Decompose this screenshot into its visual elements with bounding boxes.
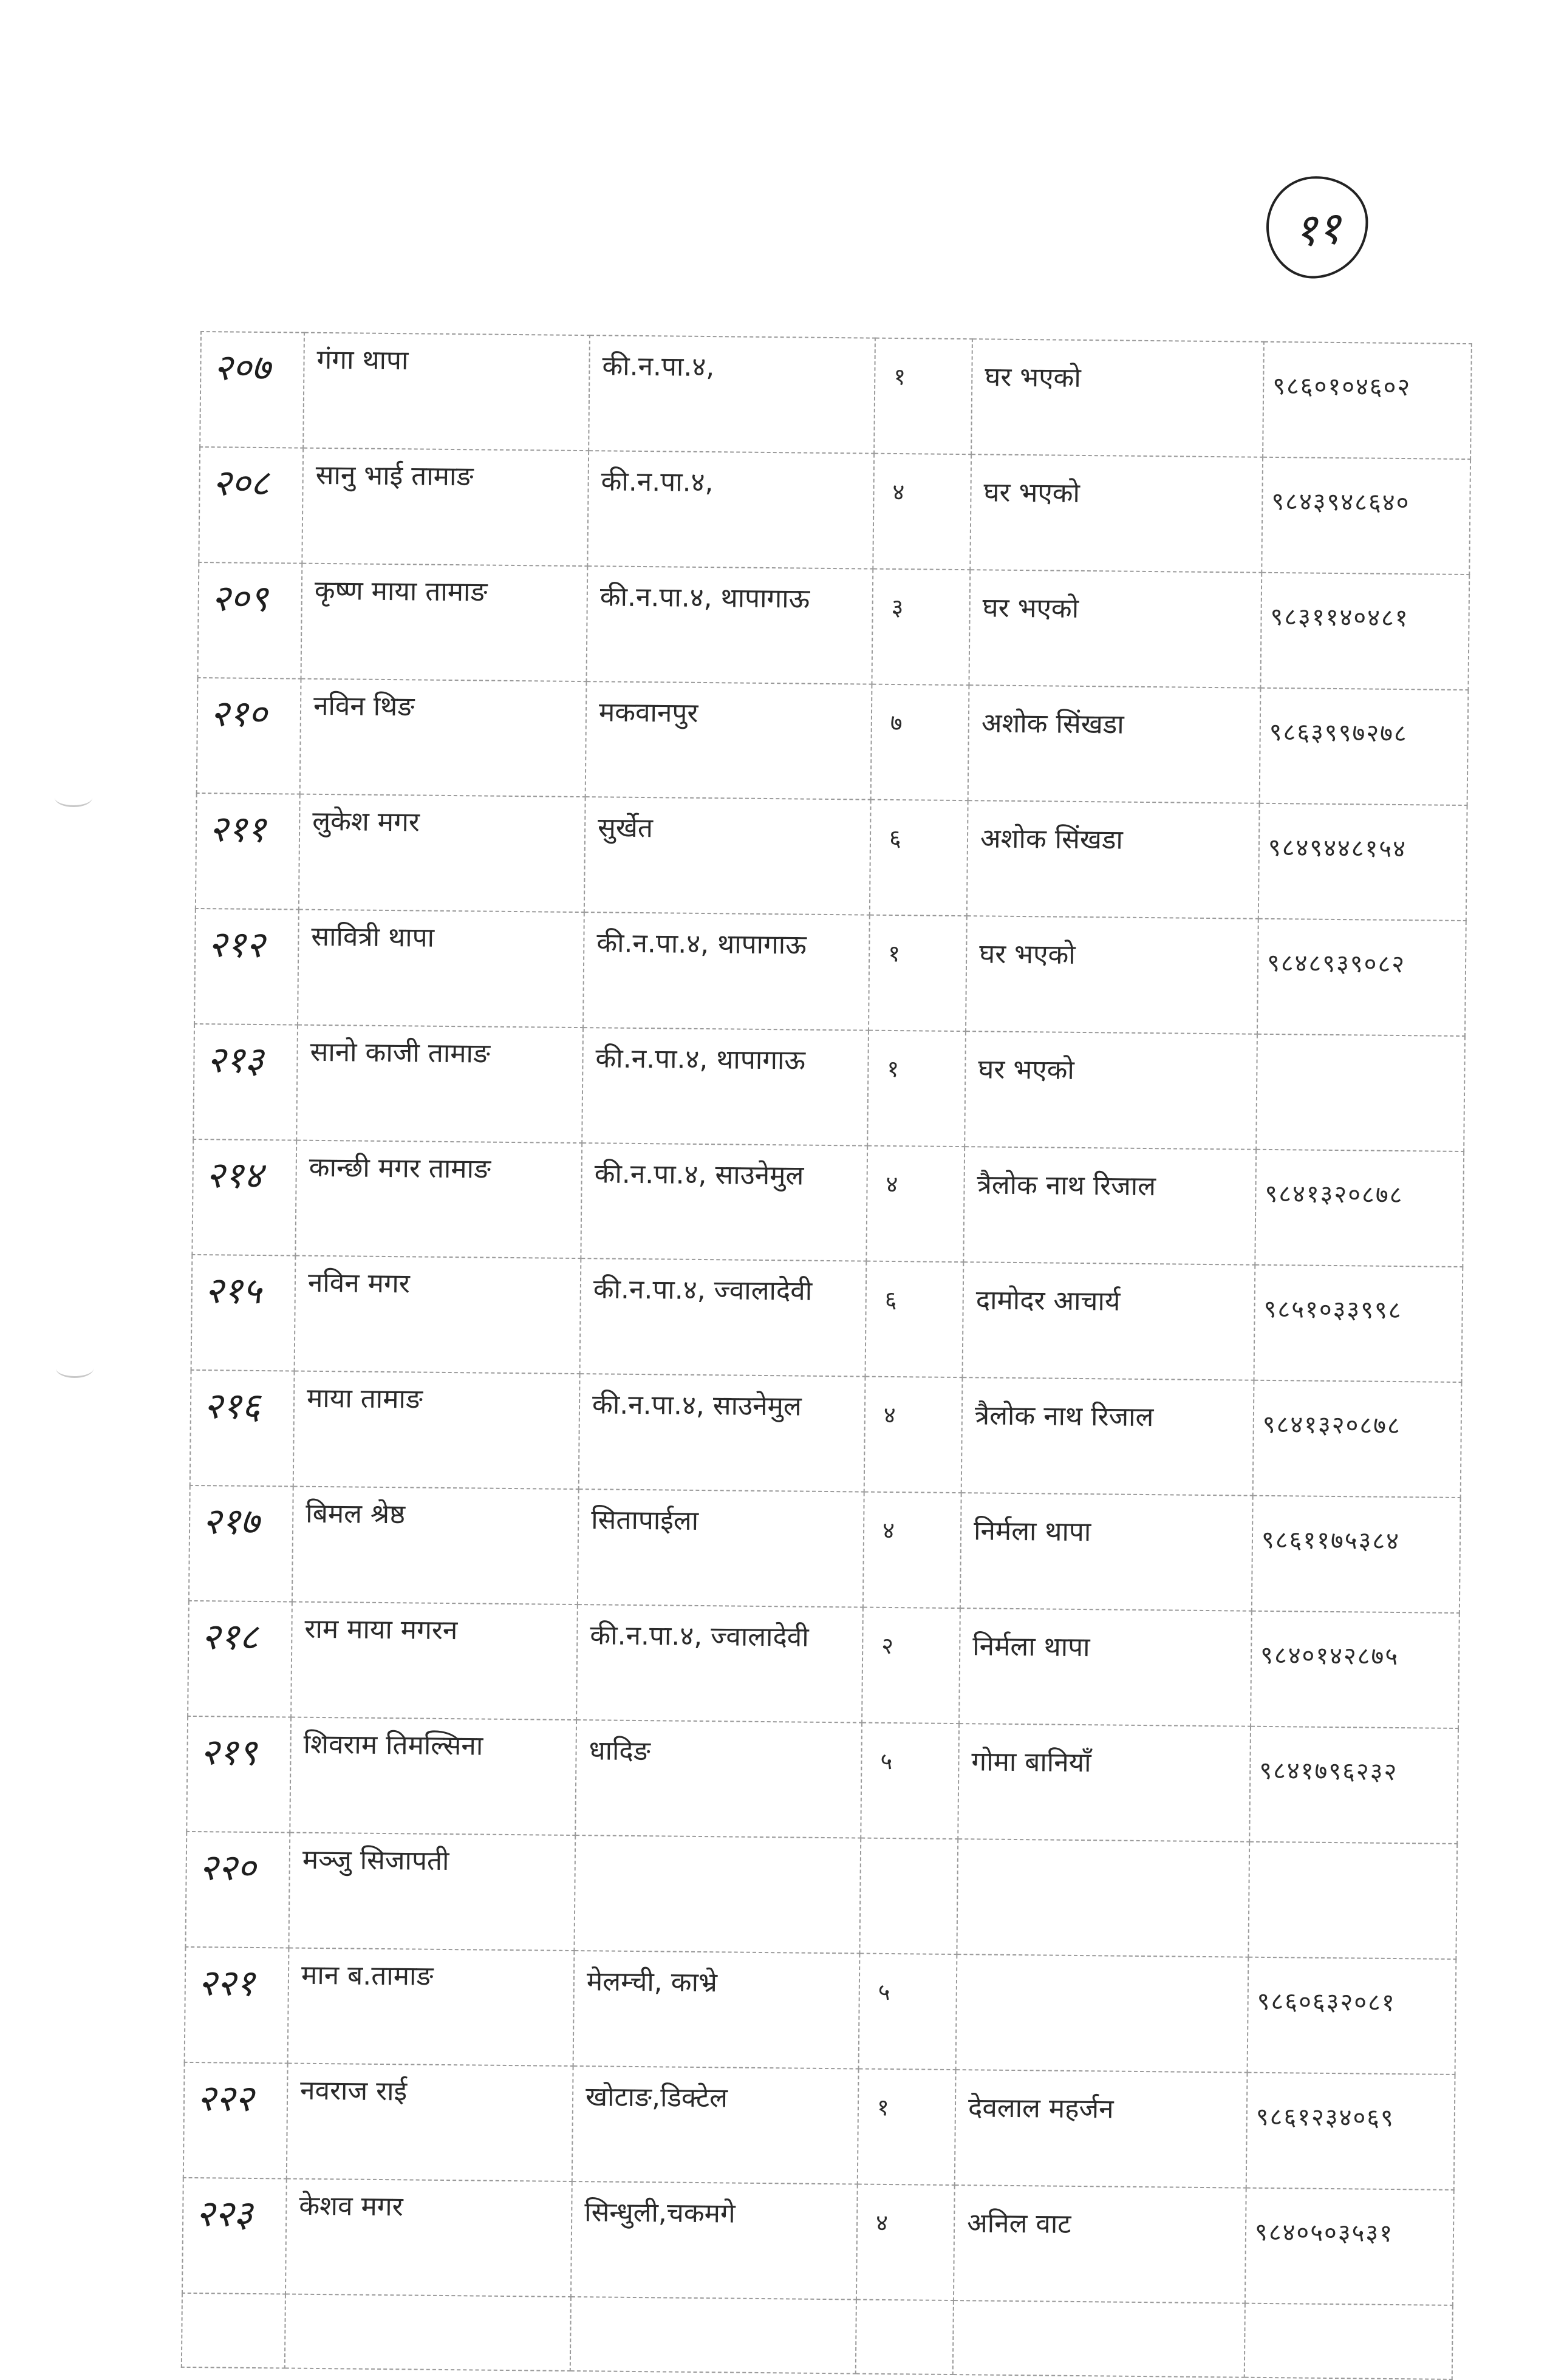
table-row bbox=[199, 447, 1470, 575]
family-count-cell: ४ bbox=[864, 1377, 963, 1493]
reference-name-cell: निर्मला थापा bbox=[959, 1608, 1252, 1727]
reference-name-cell: घर भएको bbox=[964, 1031, 1257, 1150]
reference-name-cell bbox=[956, 1954, 1249, 2073]
phone-number-cell: ९८६११७५३८४ bbox=[1252, 1496, 1461, 1613]
address-cell: की.न.पा.४, साउनेमुल bbox=[579, 1374, 865, 1492]
family-count-cell: १ bbox=[869, 915, 967, 1032]
address-cell: सितापाईला bbox=[578, 1489, 864, 1608]
punch-hole-mark bbox=[56, 1359, 94, 1378]
serial-number-cell: २०९ bbox=[198, 562, 302, 679]
address-cell: सुर्खेत bbox=[584, 797, 871, 915]
serial-number-cell: २११ bbox=[196, 793, 300, 910]
reference-name-cell: अशोक सिंखडा bbox=[968, 685, 1261, 803]
serial-number-cell: २१७ bbox=[189, 1485, 293, 1602]
serial-number-cell: २१२ bbox=[194, 909, 299, 1025]
reference-name-cell: घर भएको bbox=[970, 454, 1263, 573]
family-count-cell: ६ bbox=[865, 1261, 964, 1378]
phone-number-cell: ९८४३९४८६४० bbox=[1262, 457, 1470, 575]
person-name-cell: कृष्ण माया तामाङ bbox=[301, 564, 588, 682]
family-count-cell: ६ bbox=[870, 800, 968, 916]
family-count-cell: ४ bbox=[863, 1492, 961, 1609]
person-name-cell: नविन थिङ bbox=[300, 679, 587, 797]
person-name-cell: नविन मगर bbox=[295, 1256, 581, 1374]
empty-cell bbox=[856, 2300, 954, 2375]
empty-cell bbox=[570, 2297, 856, 2374]
person-name-cell: नवराज राई bbox=[287, 2064, 573, 2182]
serial-number-cell: २१८ bbox=[188, 1601, 292, 1717]
serial-number-cell: २१६ bbox=[190, 1370, 295, 1487]
address-cell: सिन्धुली,चकमगे bbox=[571, 2181, 858, 2300]
address-cell: की.न.पा.४, थापागाऊ bbox=[583, 912, 870, 1031]
table-row bbox=[185, 1947, 1456, 2075]
serial-number-cell: २२१ bbox=[185, 1947, 289, 2064]
phone-number-cell: ९८४९४४८१५४ bbox=[1258, 803, 1467, 921]
page-number: ११ bbox=[1263, 172, 1371, 281]
address-cell: धादिङ bbox=[575, 1720, 862, 1838]
phone-number-cell: ९८६०१०४६०२ bbox=[1263, 342, 1472, 459]
address-cell: की.न.पा.४, साउनेमुल bbox=[581, 1143, 867, 1261]
empty-cell bbox=[953, 2300, 1245, 2378]
table-row bbox=[197, 678, 1469, 805]
family-count-cell: १ bbox=[874, 338, 972, 455]
phone-number-cell bbox=[1256, 1034, 1465, 1151]
serial-number-cell: २१३ bbox=[193, 1024, 298, 1141]
serial-number-cell: २२२ bbox=[183, 2062, 288, 2179]
reference-name-cell: निर्मला थापा bbox=[960, 1493, 1253, 1611]
reference-name-cell: देवलाल महर्जन bbox=[955, 2070, 1248, 2188]
address-cell: मकवानपुर bbox=[586, 681, 872, 800]
serial-number-cell: २१९ bbox=[186, 1716, 291, 1833]
address-cell: मेलम्ची, काभ्रे bbox=[573, 1951, 860, 2069]
person-name-cell: लुकेश मगर bbox=[299, 794, 586, 913]
table-row bbox=[191, 1255, 1463, 1382]
person-name-cell: मान ब.तामाङ bbox=[288, 1948, 575, 2067]
table-row bbox=[183, 2062, 1455, 2190]
serial-number-cell: २०७ bbox=[200, 332, 304, 448]
family-count-cell bbox=[859, 1838, 958, 1955]
punch-hole-mark bbox=[55, 788, 92, 807]
family-count-cell: ४ bbox=[856, 2184, 955, 2301]
family-count-cell: ४ bbox=[873, 454, 971, 570]
serial-number-cell: २१० bbox=[197, 678, 301, 794]
table-row bbox=[196, 793, 1467, 921]
phone-number-cell: ९८५१०३३९९८ bbox=[1254, 1265, 1463, 1382]
person-name-cell: माया तामाङ bbox=[293, 1371, 580, 1490]
table-row bbox=[198, 562, 1470, 690]
person-name-cell: बिमल श्रेष्ठ bbox=[292, 1487, 579, 1605]
family-count-cell: १ bbox=[867, 1031, 966, 1147]
family-count-cell: ५ bbox=[859, 1954, 957, 2070]
phone-number-cell: ९८६३९९७२७८ bbox=[1260, 688, 1469, 805]
reference-name-cell: दामोदर आचार्य bbox=[963, 1262, 1255, 1380]
table-row bbox=[194, 909, 1466, 1036]
phone-number-cell: ९८४१३२०८७८ bbox=[1253, 1380, 1462, 1498]
table-row bbox=[186, 1716, 1458, 1844]
phone-number-cell bbox=[1248, 1842, 1457, 1959]
person-name-cell: सानु भाई तामाङ bbox=[302, 448, 589, 567]
person-name-cell: गंगा थापा bbox=[303, 333, 590, 451]
address-cell: की.न.पा.४, ज्वालादेवी bbox=[576, 1604, 863, 1723]
phone-number-cell: ९८६०६३२०८१ bbox=[1248, 1957, 1456, 2075]
phone-number-cell: ९८४०५०३५३१ bbox=[1245, 2188, 1454, 2305]
reference-name-cell: घर भएको bbox=[966, 916, 1258, 1034]
address-cell bbox=[574, 1835, 861, 1954]
person-name-cell: सावित्री थापा bbox=[298, 910, 584, 1028]
reference-name-cell: गोमा बानियाँ bbox=[958, 1724, 1251, 1842]
register-table bbox=[181, 331, 1472, 2380]
table-row bbox=[188, 1601, 1460, 1728]
serial-number-cell: २०८ bbox=[199, 447, 303, 564]
table-row bbox=[190, 1370, 1462, 1498]
serial-number-cell: २२० bbox=[185, 1832, 290, 1948]
empty-cell bbox=[285, 2294, 571, 2371]
reference-name-cell: घर भएको bbox=[971, 339, 1264, 457]
phone-number-cell: ९८३११४०४८१ bbox=[1260, 573, 1469, 690]
person-name-cell: राम माया मगरन bbox=[291, 1602, 578, 1720]
reference-name-cell: अनिल वाट bbox=[954, 2185, 1246, 2303]
phone-number-cell: ९८४०१४२८७५ bbox=[1251, 1611, 1460, 1728]
register-table-wrapper bbox=[185, 331, 1471, 2248]
address-cell: की.न.पा.४, bbox=[589, 335, 875, 454]
reference-name-cell: घर भएको bbox=[969, 570, 1262, 688]
reference-name-cell: अशोक सिंखडा bbox=[967, 800, 1260, 919]
serial-number-cell: २२३ bbox=[182, 2178, 287, 2294]
person-name-cell: शिवराम तिमल्सिना bbox=[290, 1717, 576, 1836]
serial-number-cell: २१४ bbox=[192, 1139, 296, 1256]
reference-name-cell: त्रैलोक नाथ रिजाल bbox=[961, 1377, 1254, 1496]
family-count-cell: ७ bbox=[871, 684, 969, 801]
phone-number-cell: ९८४८९३९०८२ bbox=[1257, 919, 1466, 1036]
empty-table-row bbox=[182, 2293, 1453, 2379]
address-cell: खोटाङ,डिक्टेल bbox=[572, 2066, 859, 2184]
reference-name-cell bbox=[957, 1839, 1249, 1957]
table-row bbox=[200, 332, 1472, 459]
table-row bbox=[192, 1139, 1464, 1267]
table-row bbox=[185, 1832, 1457, 1959]
phone-number-cell: ९८६१२३४०६९ bbox=[1246, 2073, 1455, 2190]
family-count-cell: २ bbox=[862, 1608, 960, 1724]
address-cell: की.न.पा.४, bbox=[587, 451, 874, 569]
reference-name-cell: त्रैलोक नाथ रिजाल bbox=[963, 1147, 1256, 1265]
phone-number-cell: ९८४१७९६२३२ bbox=[1249, 1727, 1458, 1844]
address-cell: की.न.पा.४, ज्वालादेवी bbox=[580, 1258, 867, 1377]
address-cell: की.न.पा.४, थापागाऊ bbox=[582, 1028, 869, 1146]
person-name-cell: केशव मगर bbox=[285, 2179, 572, 2297]
family-count-cell: ४ bbox=[866, 1146, 964, 1263]
empty-cell bbox=[1244, 2303, 1453, 2379]
table-row bbox=[193, 1024, 1465, 1151]
person-name-cell: कान्छी मगर तामाङ bbox=[295, 1141, 582, 1259]
serial-number-cell: २१५ bbox=[191, 1255, 296, 1371]
person-name-cell: सानो काजी तामाङ bbox=[296, 1025, 583, 1144]
family-count-cell: ५ bbox=[861, 1723, 959, 1840]
table-row bbox=[189, 1485, 1461, 1613]
person-name-cell: मञ्जु सिजापती bbox=[288, 1833, 575, 1951]
phone-number-cell: ९८४१३२०८७८ bbox=[1255, 1150, 1464, 1267]
empty-cell bbox=[182, 2293, 285, 2368]
address-cell: की.न.पा.४, थापागाऊ bbox=[586, 566, 873, 684]
family-count-cell: १ bbox=[858, 2069, 956, 2186]
table-row bbox=[182, 2178, 1454, 2305]
family-count-cell: ३ bbox=[872, 569, 970, 686]
